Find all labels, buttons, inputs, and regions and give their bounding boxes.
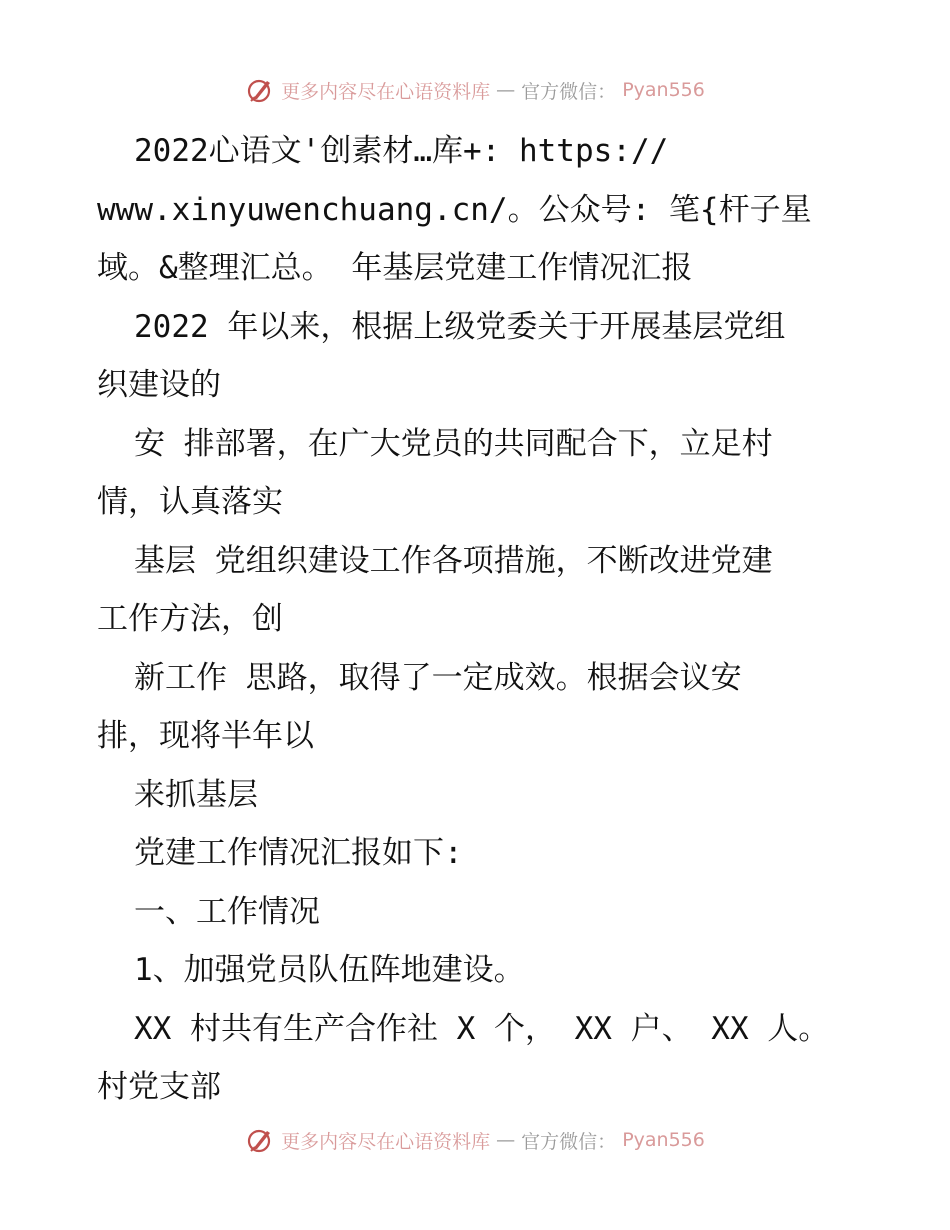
watermark-text: 更多内容尽在心语资料库	[281, 80, 491, 103]
watermark-contact: 官方微信：	[521, 80, 617, 103]
text-line: 排，现将半年以	[97, 718, 314, 754]
text-line: 村党支部	[97, 1069, 221, 1105]
text-line: 2022 年以来，根据上级党委关于开展基层党组	[134, 308, 786, 345]
header-watermark	[0, 70, 950, 110]
text-line: 工作方法，创	[97, 601, 283, 637]
text-line: 1、加强党员队伍阵地建设。	[134, 952, 525, 988]
text-line: XX 村共有生产合作社 X 个， XX 户、 XX 人。	[134, 1010, 830, 1047]
watermark-text: 更多内容尽在心语资料库	[281, 1130, 491, 1153]
text-line: 党建工作情况汇报如下:	[134, 835, 463, 871]
text-line: 基层 党组织建设工作各项措施，不断改进党建	[134, 542, 773, 579]
document-body	[97, 122, 842, 1117]
watermark-separator: —	[496, 79, 516, 101]
text-line: 织建设的	[97, 367, 221, 403]
text-line: 域。&整理汇总。 年基层党建工作情况汇报	[97, 250, 693, 286]
text-line: 情，认真落实	[97, 484, 283, 520]
watermark-contact: 官方微信：	[521, 1130, 617, 1153]
text-line: 安 排部署，在广大党员的共同配合下，立足村	[134, 425, 773, 462]
watermark-id: Pyan556	[622, 1129, 705, 1151]
watermark-separator: —	[496, 1129, 516, 1151]
footer-watermark	[0, 1120, 950, 1160]
text-line: www.xinyuwenchuang.cn/。公众号: 笔{杆子星	[97, 191, 812, 228]
watermark-id: Pyan556	[622, 79, 705, 101]
feather-pen-logo-icon	[245, 1125, 275, 1155]
text-line: 新工作 思路，取得了一定成效。根据会议安	[134, 659, 742, 696]
text-line: 2022心语文'创素材…库+: https://	[134, 133, 669, 169]
feather-pen-logo-icon	[245, 75, 275, 105]
text-line: 一、工作情况	[134, 893, 320, 930]
text-line: 来抓基层	[134, 776, 258, 813]
